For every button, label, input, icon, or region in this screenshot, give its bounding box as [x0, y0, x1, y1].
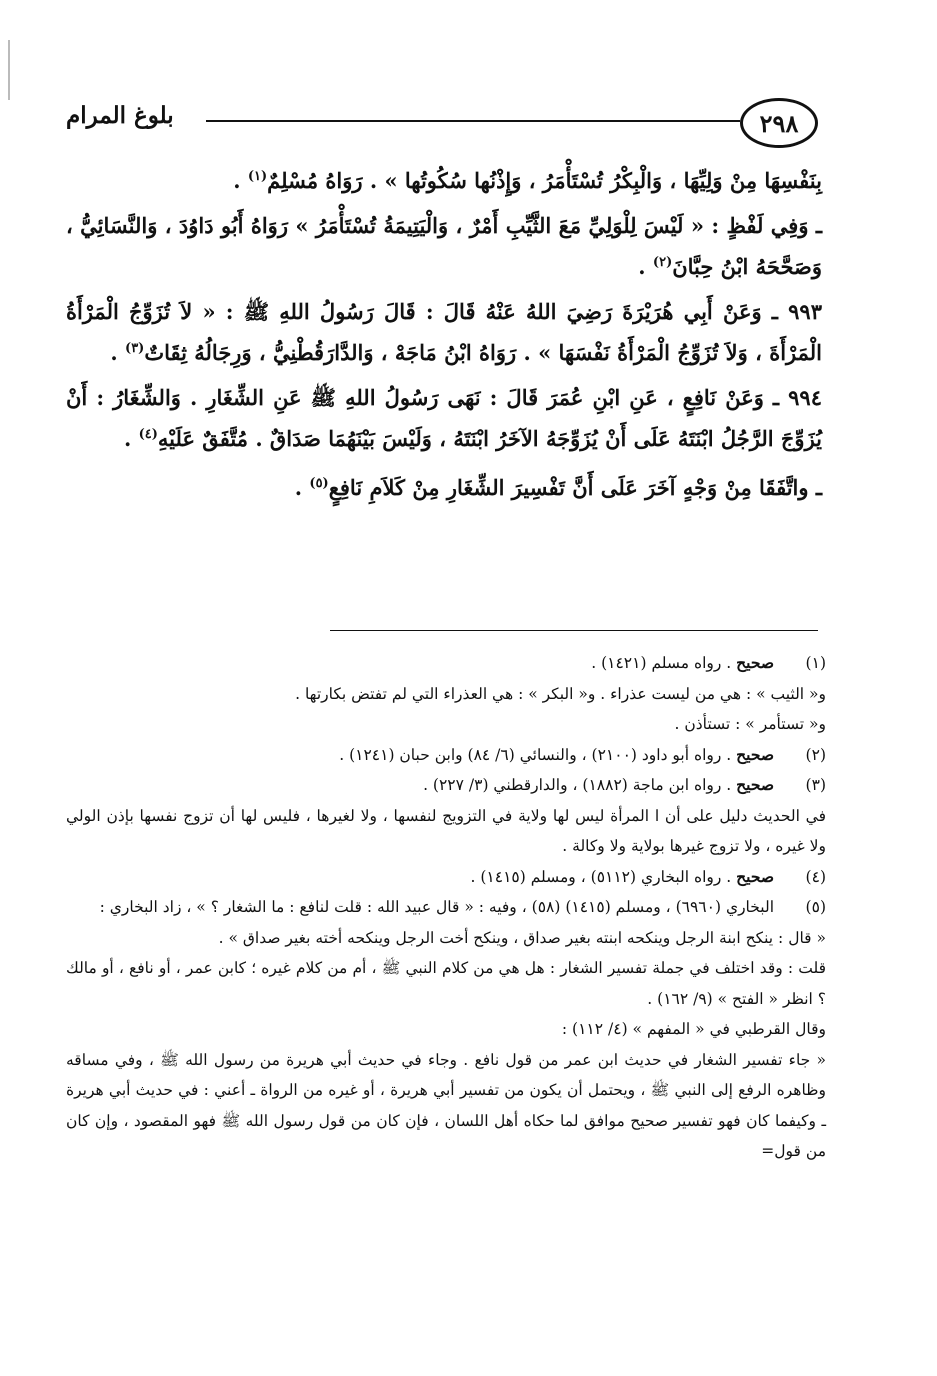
footnote-body: [66, 862, 774, 893]
footnote-number: (٤): [805, 867, 826, 886]
paragraph-end: .: [294, 475, 310, 500]
scan-edge-mark: [8, 40, 10, 100]
footnote-1: [66, 648, 826, 679]
book-title: بلوغ المرام: [66, 102, 174, 129]
page-number: ٢٩٨: [740, 98, 818, 148]
footnotes: [66, 648, 826, 1167]
footnote-ref-3[interactable]: (٣): [125, 341, 145, 356]
paragraph-text: ٩٩٤ ـ وَعَنْ نَافِعٍ ، عَنِ ابْنِ عُمَرَ قَالَ : نَهَى رَسُولُ اللهِ ﷺ عَنِ الشِّغَارِ . وَالشِّغَارُ : أَنْ يُزَوِّجَ الرَّجُلُ ابْنَتَهُ عَلَى أَنْ يُزَوِّجَهُ الآخَرُ ابْنَتَهُ ، وَلَيْسَ بَيْنَهُمَا صَدَاقٌ . مُتَّفَقٌ عَلَيْهِ: [66, 385, 822, 451]
footnote-4: [66, 862, 826, 893]
paragraph-end: .: [123, 426, 139, 451]
grade-label: صحيح: [736, 653, 774, 672]
footnote-5: [66, 892, 826, 923]
footnote-body: [66, 740, 774, 771]
main-text: [66, 158, 822, 514]
footnote-5-continuation: قلت : وقد اختلف في جملة تفسير الشغار : هل هي من كلام النبي ﷺ ، أم من كلام غيره ؛ كابن عمر ، أو نافع ، أو مالك ؟ انظر « الفتح » (٩/ ١٦٢) .: [66, 959, 826, 1008]
footnote-text: البخاري (٦٩٦٠) ، ومسلم (١٤١٥) (٥٨) ، وفيه : « قال عبيد الله : قلت لنافع : ما الشغار ؟ » ، زاد البخاري :: [99, 898, 774, 916]
grade-label: صحيح: [736, 866, 774, 886]
footnote-number: (٢): [805, 745, 826, 764]
footnote-3: [66, 770, 826, 801]
footnote-number: (٣): [805, 776, 826, 794]
footnote-3-continuation: في الحديث دليل على أن ا المرأة ليس لها ولاية في التزويج لنفسها ، ولا لغيرها ، فليس لها أن تزوج نفسها بإذن الولي ولا غيره ، ولا تزوج غيرها بولاية ولا وكالة .: [66, 806, 826, 855]
footnote-separator: [330, 630, 818, 631]
paragraph-1: [66, 158, 822, 199]
footnote-text: . رواه مسلم (١٤٢١) .: [591, 654, 737, 672]
footnote-body: [66, 892, 774, 923]
footnote-number: (٥): [805, 898, 826, 916]
footnote-text: . رواه أبو داود (٢١٠٠) ، والنسائي (٦/ ٨٤) وابن حبان (١٢٤١) .: [339, 745, 737, 764]
footnote-5-continuation: وقال القرطبي في « المفهم » (٤/ ١١٢) :: [561, 1020, 826, 1038]
grade-label: صحيح: [736, 775, 774, 794]
footnote-text: . رواه البخاري (٥١١٢) ، ومسلم (١٤١٥) .: [470, 867, 737, 886]
footnote-ref-1[interactable]: (١): [247, 169, 268, 184]
page-header: [66, 98, 818, 146]
footnote-ref-5[interactable]: (٥): [309, 476, 329, 491]
grade-label: صحيح: [736, 744, 774, 764]
hadith-994: [66, 379, 822, 457]
paragraph-end: .: [638, 254, 653, 279]
footnote-body: [66, 770, 774, 801]
footnote-body: [66, 648, 774, 679]
paragraph-2: [66, 207, 822, 285]
paragraph-text: بِنَفْسِهَا مِنْ وَلِيِّهَا ، وَالْبِكْرُ تُسْتَأْمَرُ ، وَإِذْنُها سُكُوتُها » . رَوَاهُ مُسْلِمٌ: [267, 168, 822, 193]
footnote-1-continuation: و« الثيب » : هي من ليست عذراء . و« البكر » : هي العذراء التي لم تفتض بكارتها .: [295, 684, 826, 703]
footnote-5-continuation: « قال : ينكح ابنة الرجل وينكحه ابنته بغير صداق ، وينكح أخت الرجل وينكحه أخته بغير صداق » .: [218, 928, 826, 947]
paragraph-5: [66, 465, 822, 506]
hadith-993: [66, 293, 822, 371]
paragraph-end: .: [110, 340, 126, 365]
paragraph-end: .: [233, 168, 248, 193]
footnote-number: (١): [805, 654, 826, 672]
paragraph-text: ـ وَفِي لَفْظٍ : « لَيْسَ لِلْوَلِيِّ مَعَ الثَّيِّبِ أَمْرٌ ، وَالْيَتِيمَةُ تُسْتَأْمَرُ » رَوَاهُ أَبُو دَاوُدَ ، وَالنَّسَائِيُّ ، وَصَحَّحَهُ ابْنُ حِبَّانَ: [66, 213, 822, 279]
paragraph-text: ـ واتَّفَقَا مِنْ وَجْهٍ آخَرَ عَلَى أَنَّ تَفْسِيرَ الشِّغَارِ مِنْ كَلاَمِ نَافِعٍ: [328, 475, 822, 500]
header-rule: [206, 120, 740, 122]
paragraph-text: ٩٩٣ ـ وَعَنْ أَبِي هُرَيْرَةَ رَضِيَ اللهُ عَنْهُ قَالَ : قَالَ رَسُولُ اللهِ ﷺ : « لاَ تُزَوِّجُ الْمَرْأَةُ الْمَرْأَةَ ، وَلاَ تُزَوِّجُ الْمَرْأَةُ نَفْسَهَا » . رَوَاهُ ابْنُ مَاجَهْ ، وَالدَّارَقُطْنِيُّ ، وَرِجَالُهُ ثِقَاتٌ: [66, 299, 822, 365]
footnote-text: . رواه ابن ماجة (١٨٨٢) ، والدارقطني (٣/ ٢٢٧) .: [423, 776, 737, 794]
footnote-2: [66, 740, 826, 771]
footnote-ref-4[interactable]: (٤): [138, 427, 158, 442]
footnote-1-continuation: و« تستأمر » : تستأذن .: [674, 715, 826, 733]
footnote-5-continuation: « جاء تفسير الشغار في حديث ابن عمر من قول نافع . وجاء في حديث أبي هريرة من رسول الله ﷺ ، وفي مساقه وظاهره الرفع إلى النبي ﷺ ، ويحتمل أن يكون من تفسير أبي هريرة ، أو غيره من الرواة ـ أعني : في حديث أبي هريرة ـ وكيفما كان فهو تفسير صحيح موافق لما حكاه أهل اللسان ، فإن كان من قول رسول الله ﷺ فهو المقصود ، وإن كان من قول=: [66, 1050, 826, 1160]
footnote-ref-2[interactable]: (٢): [652, 255, 673, 270]
